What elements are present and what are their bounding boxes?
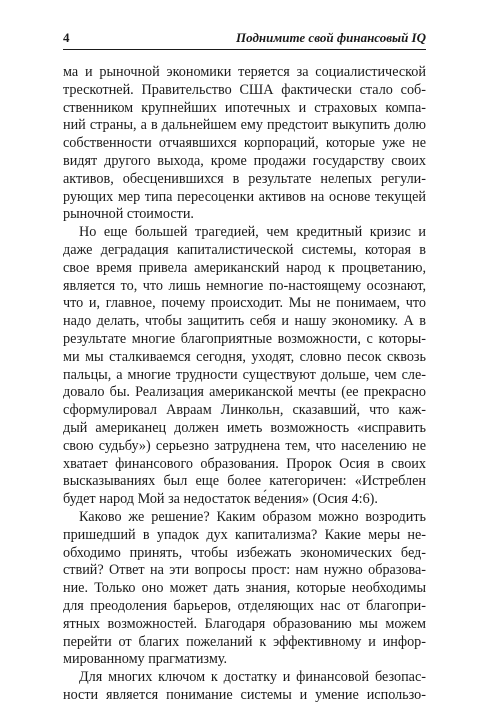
page-number: 4: [63, 30, 70, 45]
text-line: является то, что лишь немногие по-настоящему осознают,: [63, 277, 426, 294]
text-line: надо делать, чтобы защитить себя и нашу экономику. А в: [63, 313, 426, 330]
text-line: ние. Только оно может дать знания, которые необходимы: [63, 580, 426, 597]
paragraph-2: [63, 224, 426, 509]
text-line: перейти от благих пожеланий к эффективному и инфор-: [63, 633, 426, 650]
text-line: свою судьбу») серьезно затруднена тем, что населению не: [63, 437, 426, 454]
text-line: обходимо принять, чтобы избежать экономических бед-: [63, 544, 426, 561]
text-line: даже деградация капиталистической системы, которая в: [63, 241, 426, 258]
body-text: [63, 64, 426, 705]
text-line: ми мы сталкиваемся сегодня, уходят, словно песок сквозь: [63, 348, 426, 365]
text-line: ятных возможностей. Благодаря образованию мы можем: [63, 615, 426, 632]
text-line: рыночной стоимости.: [63, 206, 194, 223]
text-line: ственником крупнейших ипотечных и страховых компа-: [63, 99, 426, 116]
text-line: довало бы. Реализация американской мечты (ее прекрасно: [63, 384, 426, 401]
text-line: активов, обесценившихся в результате нелепых регули-: [63, 170, 426, 187]
text-line: свое время привела американский народ к процветанию,: [63, 259, 426, 276]
text-line: Но еще большей трагедией, чем кредитный кризис и: [79, 224, 426, 241]
running-title: Поднимите свой финансовый IQ: [236, 30, 426, 45]
paragraph-1: [63, 64, 426, 224]
text-line: ности является понимание системы и умение использо-: [63, 686, 426, 703]
book-page: [63, 30, 426, 705]
text-line: видят другого выхода, кроме продажи государству своих: [63, 152, 426, 169]
running-header: [63, 30, 426, 50]
text-line: будет народ Мой за недостаток ве́дения» (Осия 4:6).: [63, 491, 378, 508]
text-line: ствий? Ответ на эти вопросы прост: нам нужно образова-: [63, 562, 426, 579]
text-line: пришедший в упадок дух капитализма? Какие меры не-: [63, 526, 426, 543]
text-line: хватает финансового образования. Пророк Осия в своих: [63, 455, 426, 472]
text-line: Каково же решение? Каким образом можно возродить: [79, 508, 426, 525]
paragraph-3: [63, 509, 426, 669]
text-line: собственности отчаявшихся корпораций, которые уже не: [63, 135, 426, 152]
text-line: дый американец должен иметь возможность «исправить: [63, 419, 426, 436]
text-line: результате многие благоприятные возможности, с которы-: [63, 330, 426, 347]
text-line: что и, главное, почему происходит. Мы не понимаем, что: [63, 295, 426, 312]
text-line: для преодоления барьеров, отделяющих нас от благопри-: [63, 597, 426, 614]
text-line: трескотней. Правительство США фактически стало соб-: [63, 81, 426, 98]
text-line: рующих мер типа пересоценки активов на основе текущей: [63, 188, 426, 205]
text-line: ний страны, а в дальнейшем ему предстоит выкупить долю: [63, 117, 426, 134]
text-line: высказываниях был еще более категоричен: «Истреблен: [63, 473, 426, 490]
paragraph-4: [63, 669, 426, 705]
text-line: Для многих ключом к достатку и финансовой безопас-: [79, 669, 426, 686]
text-line: сформулировал Авраам Линкольн, сказавший, что каж-: [63, 402, 426, 419]
text-line: мированному прагматизму.: [63, 651, 228, 668]
text-line: пальцы, а многие трудности существуют дольше, чем сле-: [63, 366, 426, 383]
text-line: ма и рыночной экономики теряется за социалистической: [63, 64, 426, 80]
